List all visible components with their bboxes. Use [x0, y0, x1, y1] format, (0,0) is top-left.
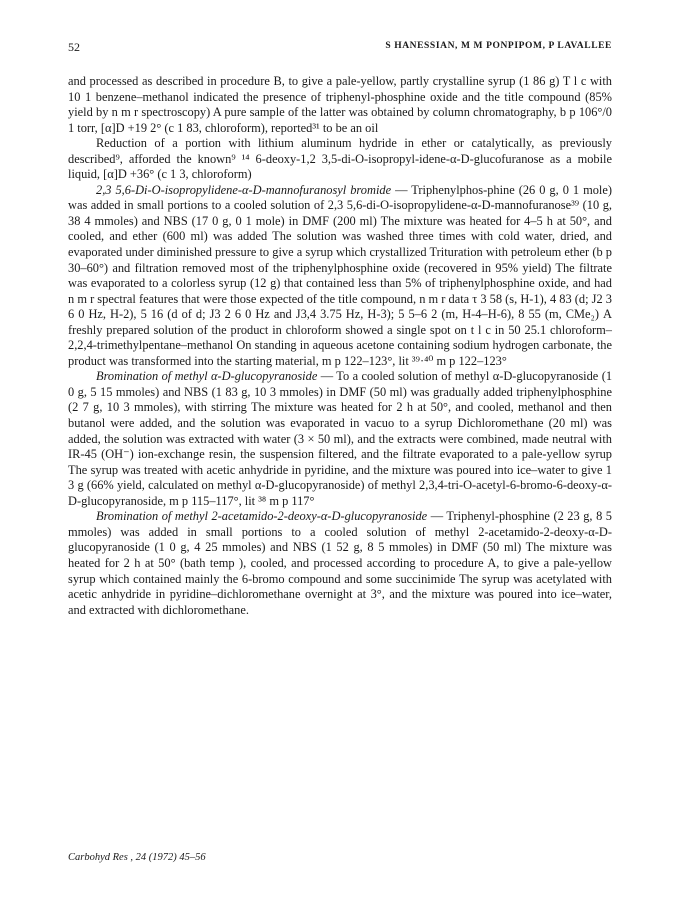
paragraph-text: — To a cooled solution of methyl α-D-glucopyranoside (1 0 g, 5 15 mmoles) and NBS (1 83 g, 10 3 mmoles) in DMF (50 ml) was gradually added triphenylphosphine (2 7 g, 10 3 mmoles), with stirring The mixture was heated for 2 h at 50°, and cooled, methanol and then butanol were added, and the solution was evaporated in vacuo to a syrup Dichloromethane (20 ml) was added, the solution was extracted with water (3 × 50 ml), and the extracts were combined, made neutral with IR-45 (OH⁻) ion-exchange resin, the suspension filtered, and the filtrate evaporated to a pale-yellow syrup The syrup was treated with acetic anhydride in pyridine, and the mixture was poured into ice–water to give 1 3 g (66% yield, calculated on methyl α-D-glucopyranoside) of methyl 2,3,4-tri-O-acetyl-6-bromo-6-deoxy-α-D-glucopyranoside, m p 115–117°, lit ³⁸ m p 117°	[68, 369, 613, 508]
article-body	[68, 74, 612, 618]
section-heading: 2,3 5,6-Di-O-isopropylidene-α-D-mannofuranosyl bromide	[96, 182, 392, 197]
paragraph-text: — Triphenylphos-phine (26 0 g, 0 1 mole) was added in small portions to a cooled solution of 2,3 5,6-di-O-isopropylidene-α-D-mannofuranose³⁹ (10 g, 38 4 mmoles) and NBS (17 0 g, 0 1 mole) in DMF (200 ml) The mixture was heated for 4–5 h at 50°, and cooled, and ether (600 ml) was added The solution was washed three times with cold water, dried, and evaporated under diminished pressure to give a syrup which crystallized Trituration with petroleum ether (b p 30–60°) and filtration removed most of the triphenylphosphine oxide (recovered in 95% yield) The filtrate was evaporated to a colorless syrup (12 g) that contained less than 5% of triphenylphosphine oxide, and had n m r spectral features that were those expected of the title compound, n m r data τ 3 58 (s, H-1), 4 83 (d; J2 3 6 0 Hz, H-2), 5 16 (d of d; J3 2 6 0 Hz and J3,4 3.75 Hz, H-3); 5 5–6 2 (m, H-4–H-6), 8 55 (m, CMe₂) A freshly prepared solution of the product in chloroform showed a single spot on t l c in 50 25.1 chloroform–2,2,4-trimethylpentane–methanol On standing in aqueous acetone containing sodium hydrogen carbonate, the product was transformed into the starting material, m p 122–123°, lit ³⁹·⁴⁰ m p 122–123°	[68, 182, 612, 368]
section-heading: Bromination of methyl 2-acetamido-2-deoxy-α-D-glucopyranoside	[96, 509, 428, 524]
page-number: 52	[68, 40, 80, 54]
journal-citation: Carbohyd Res , 24 (1972) 45–56	[68, 852, 206, 863]
section-heading: Bromination of methyl α-D-glucopyranoside	[96, 369, 318, 384]
paragraph-text: and processed as described in procedure B, to give a pale-yellow, partly crystalline syrup (1 86 g) T l c with 10 1 benzene–methanol indicated the presence of triphenyl-phosphine oxide and the title compound (85% yield by n m r spectroscopy) A pure sample of the latter was obtained by column chromatography, b p 106°/0 1 torr, [α]D +19 2° (c 1 83, chloroform), reported³¹ to be an oil	[68, 74, 612, 135]
paragraph-3	[68, 183, 612, 370]
paragraph-text: — Triphenyl-phosphine (2 23 g, 8 5 mmoles) was added in small portions to a cooled solution of methyl 2-acetamido-2-deoxy-α-D-glucopyranoside (1 0 g, 4 25 mmoles) and NBS (1 52 g, 8 5 mmoles) in DMF (50 ml) The mixture was heated for 2 h at 50° (bath temp ), cooled, and processed according to procedure A, to give a pale-yellow syrup which contained mainly the 6-bromo compound and some succinimide The syrup was acetylated with acetic anhydride in pyridine–dichloromethane overnight at 3°, and the mixture was poured into ice–water, and extracted with dichloromethane.	[68, 509, 612, 617]
running-head: S HANESSIAN, M M PONPIPOM, P LAVALLEE	[385, 41, 612, 51]
paragraph-1	[68, 74, 612, 136]
paragraph-5	[68, 509, 612, 618]
paragraph-text: Reduction of a portion with lithium aluminum hydride in ether or catalytically, as previously described⁹, afforded the known⁹ ¹⁴ 6-deoxy-1,2 3,5-di-O-isopropyl-idene-α-D-glucofuranose as a mobile liquid, [α]D +36° (c 1 3, chloroform)	[68, 136, 612, 182]
paragraph-4	[68, 369, 612, 509]
page-header	[68, 40, 612, 60]
paragraph-2	[68, 136, 612, 183]
